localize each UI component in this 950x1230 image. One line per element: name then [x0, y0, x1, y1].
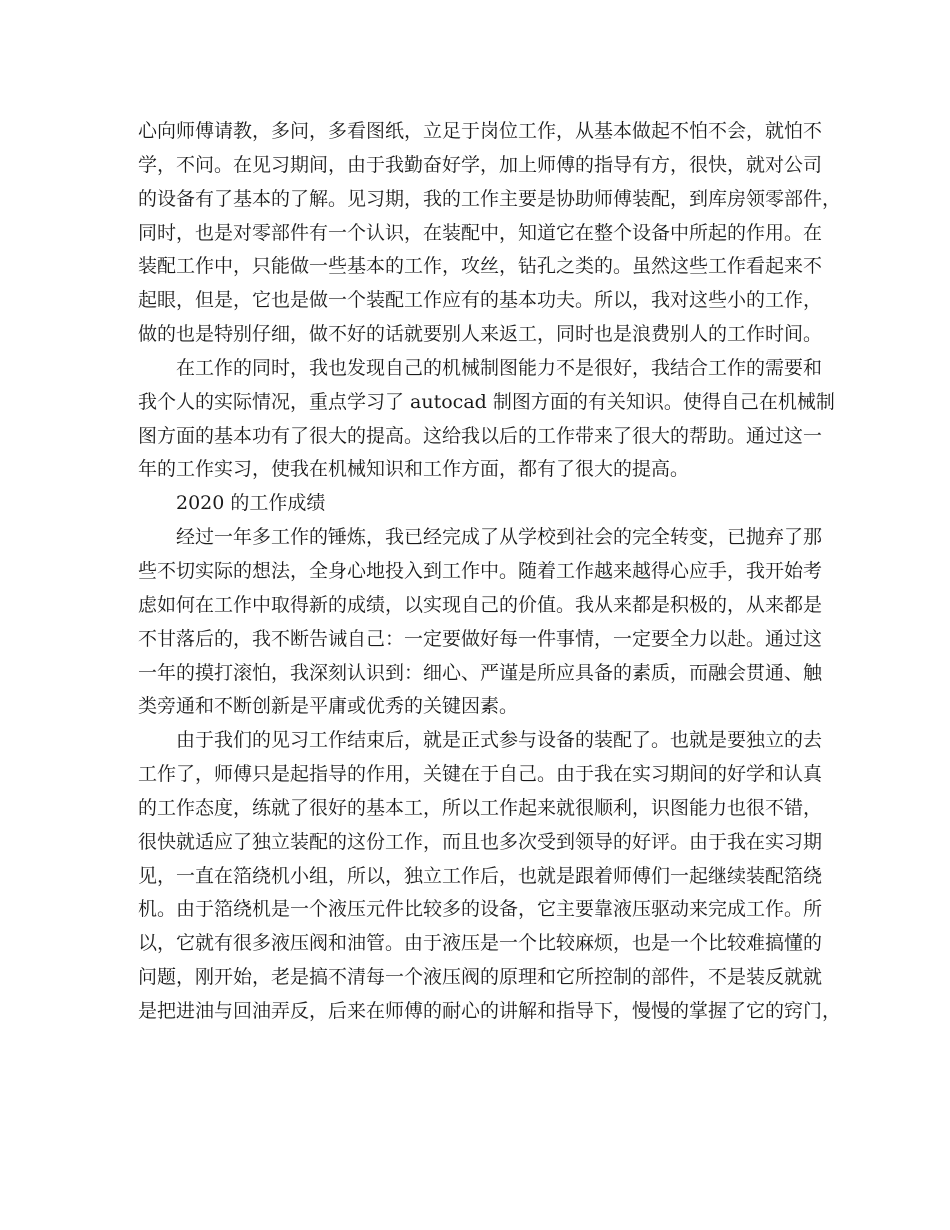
text-line: 一年的摸打滚怕，我深刻认识到：细心、严谨是所应具备的素质，而融会贯通、触	[138, 661, 823, 684]
document-body	[138, 115, 842, 1029]
text-line: 很快就适应了独立装配的这份工作，而且也多次受到领导的好评。由于我在实习期	[138, 830, 823, 853]
text-line: 工作了，师傅只是起指导的作用，关键在于自己。由于我在实习期间的好学和认真	[138, 763, 823, 786]
text-line: 年的工作实习，使我在机械知识和工作方面，都有了很大的提高。	[138, 458, 690, 481]
text-line: 起眼，但是，它也是做一个装配工作应有的基本功夫。所以，我对这些小的工作，	[138, 289, 823, 312]
section-heading: 2020 的工作成绩	[176, 492, 326, 515]
text-line: 类旁通和不断创新是平庸或优秀的关键因素。	[138, 695, 519, 718]
text-line: 虑如何在工作中取得新的成绩，以实现自己的价值。我从来都是积极的，从来都是	[138, 593, 823, 616]
text-line: 以，它就有很多液压阀和油管。由于液压是一个比较麻烦，也是一个比较难搞懂的	[138, 932, 823, 955]
text-line: 见，一直在箔绕机小组，所以，独立工作后，也就是跟着师傅们一起继续装配箔绕	[138, 864, 823, 887]
text-line: 我个人的实际情况，重点学习了 autocad 制图方面的有关知识。使得自己在机械制	[138, 390, 835, 413]
text-line: 在工作的同时，我也发现自己的机械制图能力不是很好，我结合工作的需要和	[176, 356, 823, 379]
text-line: 的设备有了基本的了解。见习期，我的工作主要是协助师傅装配，到库房领零部件，	[138, 187, 842, 210]
text-line: 机。由于箔绕机是一个液压元件比较多的设备，它主要靠液压驱动来完成工作。所	[138, 898, 823, 921]
text-line: 同时，也是对零部件有一个认识，在装配中，知道它在整个设备中所起的作用。在	[138, 221, 823, 244]
text-line: 问题，刚开始，老是搞不清每一个液压阀的原理和它所控制的部件，不是装反就就	[138, 966, 823, 989]
text-line: 不甘落后的，我不断告诫自己：一定要做好每一件事情，一定要全力以赴。通过这	[138, 627, 823, 650]
text-line: 图方面的基本功有了很大的提高。这给我以后的工作带来了很大的帮助。通过这一	[138, 424, 823, 447]
text-line: 装配工作中，只能做一些基本的工作，攻丝，钻孔之类的。虽然这些工作看起来不	[138, 255, 823, 278]
text-line: 些不切实际的想法，全身心地投入到工作中。随着工作越来越得心应手，我开始考	[138, 559, 823, 582]
text-line: 经过一年多工作的锤炼，我已经完成了从学校到社会的完全转变，已抛弃了那	[176, 526, 823, 549]
text-line: 由于我们的见习工作结束后，就是正式参与设备的装配了。也就是要独立的去	[176, 729, 823, 752]
text-line: 做的也是特别仔细，做不好的话就要别人来返工，同时也是浪费别人的工作时间。	[138, 323, 823, 346]
text-line: 学，不问。在见习期间，由于我勤奋好学，加上师傅的指导有方，很快，就对公司	[138, 153, 823, 176]
text-line: 是把进油与回油弄反，后来在师傅的耐心的讲解和指导下，慢慢的掌握了它的窍门，	[138, 999, 842, 1022]
text-line: 的工作态度，练就了很好的基本工，所以工作起来就很顺利，识图能力也很不错，	[138, 796, 823, 819]
text-line: 心向师傅请教，多问，多看图纸，立足于岗位工作，从基本做起不怕不会，就怕不	[138, 120, 823, 142]
